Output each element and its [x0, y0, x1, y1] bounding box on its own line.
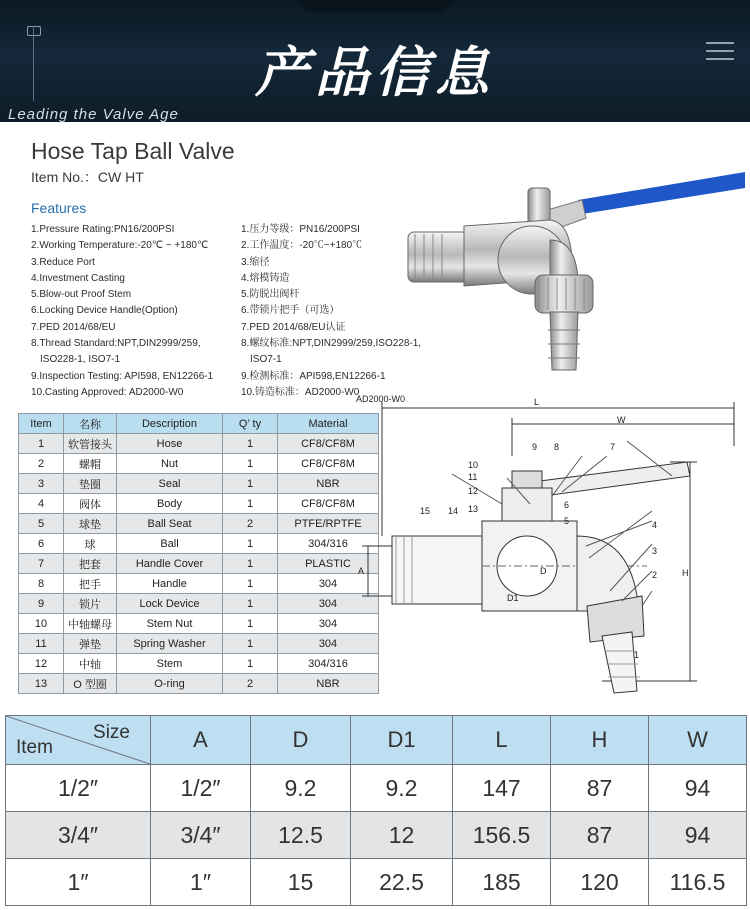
- size-col-A: A: [151, 716, 251, 765]
- table-cell: 94: [649, 765, 747, 812]
- table-row: [6, 765, 747, 812]
- feature-en-item: 2.Working Temperature:-20℃ ~ +180℃: [31, 240, 209, 252]
- size-body: [6, 765, 747, 906]
- table-cell: 1: [223, 554, 278, 574]
- callout-10: 10: [468, 460, 479, 470]
- feature-en-item: 5.Blow-out Proof Stem: [31, 289, 132, 301]
- table-cell: 3: [19, 474, 64, 494]
- dim-D1-label: D1: [507, 593, 519, 603]
- parts-body: [19, 434, 379, 694]
- table-cell: CF8/CF8M: [278, 494, 379, 514]
- col-material: Material: [278, 414, 379, 434]
- table-cell: Hose: [117, 434, 223, 454]
- table-cell: 304: [278, 614, 379, 634]
- feature-en-item: 3.Reduce Port: [31, 256, 95, 268]
- table-row: [19, 474, 379, 494]
- table-cell: 9: [19, 594, 64, 614]
- table-cell: Lock Device: [117, 594, 223, 614]
- dim-D-label: D: [540, 566, 547, 576]
- table-cell: 5: [19, 514, 64, 534]
- table-cell: 87: [551, 812, 649, 859]
- table-row: [19, 594, 379, 614]
- dim-L-label: L: [534, 397, 540, 407]
- table-cell: 1: [223, 534, 278, 554]
- callout-3: 3: [652, 546, 658, 556]
- table-cell: 1: [223, 494, 278, 514]
- technical-drawing: [352, 396, 742, 696]
- table-cell: O 型圈: [64, 674, 117, 694]
- callout-12: 12: [468, 486, 479, 496]
- feature-en-item: 4.Investment Casting: [31, 272, 125, 284]
- callout-14: 14: [448, 506, 459, 516]
- table-cell: 3/4″: [6, 812, 151, 859]
- table-cell: 软管接头: [64, 434, 117, 454]
- table-cell: 8: [19, 574, 64, 594]
- table-cell: 2: [223, 514, 278, 534]
- table-row: [19, 434, 379, 454]
- table-cell: 1″: [6, 859, 151, 906]
- table-cell: 螺帽: [64, 454, 117, 474]
- table-cell: Ball: [117, 534, 223, 554]
- drawing-note: AD2000-W0: [356, 394, 406, 404]
- parts-header-row: [19, 414, 379, 434]
- table-cell: 球: [64, 534, 117, 554]
- dim-W-label: W: [617, 415, 626, 425]
- table-cell: 垫圈: [64, 474, 117, 494]
- corner-size-label: Size: [93, 722, 130, 743]
- table-cell: 304: [278, 634, 379, 654]
- feature-cn-item: 9.检测标准：API598,EN12266-1: [241, 370, 386, 382]
- corner-item-label: Item: [16, 737, 53, 758]
- table-cell: 147: [453, 765, 551, 812]
- table-cell: 1: [223, 454, 278, 474]
- table-row: [19, 494, 379, 514]
- table-cell: PLASTIC: [278, 554, 379, 574]
- table-cell: 3/4″: [151, 812, 251, 859]
- feature-cn-item: 2.工作温度：-20℃~+180℃: [241, 240, 363, 252]
- feature-cn-item: 1.压力等级：PN16/200PSI: [241, 224, 360, 235]
- table-cell: 中轴: [64, 654, 117, 674]
- table-cell: 304/316: [278, 534, 379, 554]
- table-cell: Stem Nut: [117, 614, 223, 634]
- col-qty: Q’ ty: [223, 414, 278, 434]
- table-cell: 1: [223, 654, 278, 674]
- table-cell: Nut: [117, 454, 223, 474]
- feature-en-item: 1.Pressure Rating:PN16/200PSI: [31, 224, 175, 235]
- feature-en-item: ISO228-1, ISO7-1: [40, 354, 121, 366]
- feature-cn-item: 3.缩径: [241, 256, 270, 268]
- feature-en-item: 9.Inspection Testing: API598, EN12266-1: [31, 370, 214, 382]
- table-cell: 12: [19, 654, 64, 674]
- table-cell: Seal: [117, 474, 223, 494]
- feature-cn-item: 5.防脱出阀杆: [241, 289, 300, 301]
- table-cell: 9.2: [251, 765, 351, 812]
- features-title: Features: [31, 200, 87, 216]
- callout-8: 8: [554, 442, 560, 452]
- table-row: [19, 454, 379, 474]
- size-col-W: W: [649, 716, 747, 765]
- table-cell: 87: [551, 765, 649, 812]
- feature-cn-item: ISO7-1: [250, 354, 282, 366]
- table-cell: 2: [19, 454, 64, 474]
- table-cell: NBR: [278, 474, 379, 494]
- table-cell: 185: [453, 859, 551, 906]
- feature-cn-item: 7.PED 2014/68/EU认证: [241, 321, 346, 333]
- product-name: Hose Tap Ball Valve: [31, 138, 235, 164]
- product-item-no: Item No.：CW HT: [31, 169, 144, 185]
- size-col-H: H: [551, 716, 649, 765]
- table-row: [19, 574, 379, 594]
- table-cell: 1: [223, 634, 278, 654]
- table-row: [19, 534, 379, 554]
- page-subtitle: Leading the Valve Age: [8, 106, 179, 122]
- feature-en-item: 6.Locking Device Handle(Option): [31, 305, 178, 317]
- table-cell: 304: [278, 594, 379, 614]
- table-cell: 1: [223, 474, 278, 494]
- table-cell: 11: [19, 634, 64, 654]
- feature-cn-item: 10.铸造标准：AD2000-W0: [241, 386, 360, 398]
- callout-11: 11: [468, 472, 478, 482]
- header-tab: [294, 0, 456, 12]
- table-cell: 把套: [64, 554, 117, 574]
- table-cell: Ball Seat: [117, 514, 223, 534]
- table-cell: 15: [251, 859, 351, 906]
- table-cell: PTFE/RPTFE: [278, 514, 379, 534]
- table-cell: Handle: [117, 574, 223, 594]
- table-cell: 120: [551, 859, 649, 906]
- feature-cn-item: 6.带锁片把手（可选）: [241, 305, 340, 317]
- table-cell: 1: [223, 574, 278, 594]
- size-col-D: D: [251, 716, 351, 765]
- features-en-list: [31, 222, 236, 401]
- callout-5: 5: [564, 516, 570, 526]
- table-cell: 阀体: [64, 494, 117, 514]
- table-cell: 4: [19, 494, 64, 514]
- feature-cn-item: 8.螺纹标准:NPT,DIN2999/259,ISO228-1,: [241, 338, 422, 350]
- callout-6: 6: [564, 500, 570, 510]
- table-cell: 球垫: [64, 514, 117, 534]
- table-cell: NBR: [278, 674, 379, 694]
- size-corner-cell: [6, 716, 151, 765]
- parts-table: [18, 413, 379, 694]
- table-cell: 304: [278, 574, 379, 594]
- table-cell: Stem: [117, 654, 223, 674]
- callout-4: 4: [652, 520, 658, 530]
- callout-7: 7: [610, 442, 616, 452]
- callout-1: 1: [634, 650, 640, 660]
- table-cell: 7: [19, 554, 64, 574]
- table-cell: 把手: [64, 574, 117, 594]
- table-cell: O-ring: [117, 674, 223, 694]
- table-cell: 10: [19, 614, 64, 634]
- feature-en-item: 8.Thread Standard:NPT,DIN2999/259,: [31, 338, 201, 350]
- table-cell: 12: [351, 812, 453, 859]
- col-description: Description: [117, 414, 223, 434]
- dim-H-label: H: [682, 568, 689, 578]
- table-row: [19, 674, 379, 694]
- table-cell: 13: [19, 674, 64, 694]
- menu-icon[interactable]: [706, 42, 734, 66]
- table-row: [19, 654, 379, 674]
- size-table: [5, 715, 747, 906]
- size-header-row: [6, 716, 747, 765]
- table-cell: 12.5: [251, 812, 351, 859]
- valve-handle: [578, 172, 745, 214]
- table-cell: 156.5: [453, 812, 551, 859]
- table-cell: Spring Washer: [117, 634, 223, 654]
- table-row: [6, 812, 747, 859]
- feature-en-item: 7.PED 2014/68/EU: [31, 321, 116, 333]
- table-row: [19, 634, 379, 654]
- col-name-cn: 名称: [64, 414, 117, 434]
- table-row: [19, 614, 379, 634]
- table-cell: CF8/CF8M: [278, 454, 379, 474]
- table-cell: 22.5: [351, 859, 453, 906]
- table-cell: CF8/CF8M: [278, 434, 379, 454]
- table-row: [6, 859, 747, 906]
- feature-en-item: 10.Casting Approved: AD2000-W0: [31, 386, 184, 398]
- table-cell: 1/2″: [6, 765, 151, 812]
- feature-cn-item: 4.熔模铸造: [241, 272, 290, 284]
- col-item: Item: [19, 414, 64, 434]
- table-cell: 2: [223, 674, 278, 694]
- table-cell: 1: [223, 614, 278, 634]
- valve-photo: [400, 160, 750, 390]
- table-cell: 6: [19, 534, 64, 554]
- table-cell: 304/316: [278, 654, 379, 674]
- table-cell: 中轴螺母: [64, 614, 117, 634]
- table-cell: 9.2: [351, 765, 453, 812]
- dim-A-label: A: [358, 566, 365, 576]
- table-cell: 1: [223, 594, 278, 614]
- size-col-L: L: [453, 716, 551, 765]
- callout-15: 15: [420, 506, 431, 516]
- page-title: 产品信息: [255, 41, 495, 104]
- table-cell: 锁片: [64, 594, 117, 614]
- table-cell: 1: [19, 434, 64, 454]
- header-banner: [0, 0, 750, 122]
- table-row: [19, 514, 379, 534]
- callout-2: 2: [652, 570, 658, 580]
- table-cell: 116.5: [649, 859, 747, 906]
- table-cell: 弹垫: [64, 634, 117, 654]
- table-cell: 94: [649, 812, 747, 859]
- table-cell: Body: [117, 494, 223, 514]
- size-col-D1: D1: [351, 716, 453, 765]
- table-row: [19, 554, 379, 574]
- table-cell: Handle Cover: [117, 554, 223, 574]
- callout-9: 9: [532, 442, 538, 452]
- table-cell: 1: [223, 434, 278, 454]
- table-cell: 1″: [151, 859, 251, 906]
- table-cell: 1/2″: [151, 765, 251, 812]
- callout-13: 13: [468, 504, 479, 514]
